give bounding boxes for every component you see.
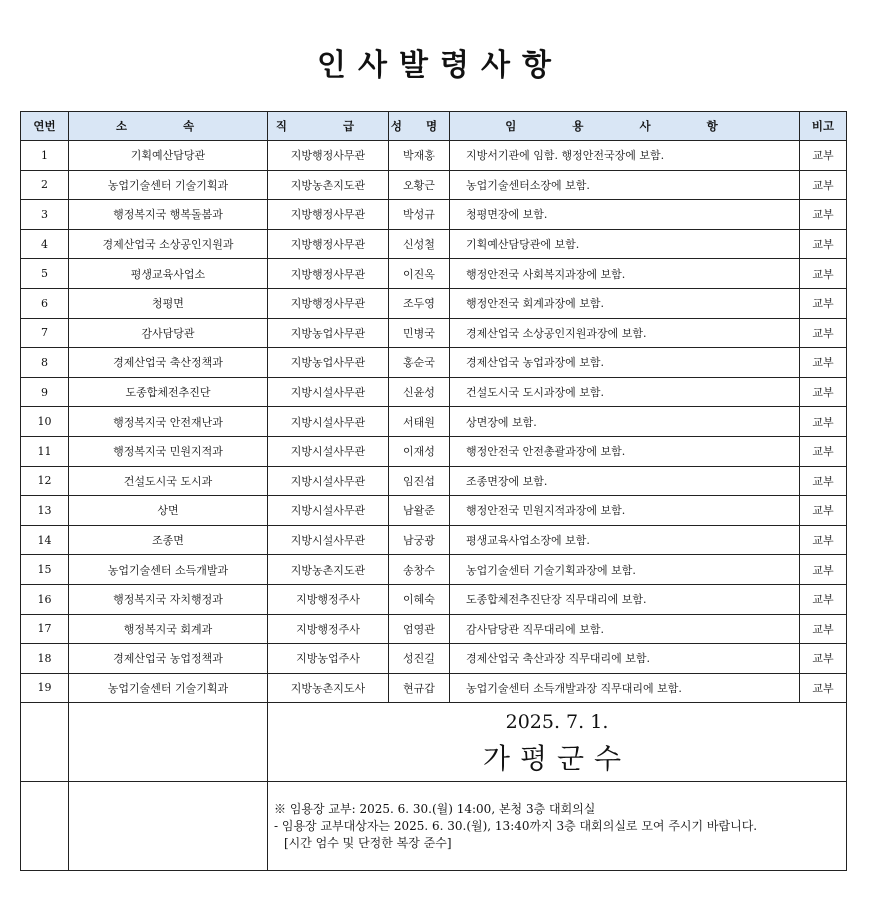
notice-line-3: [시간 엄수 및 단정한 복장 준수] — [284, 835, 452, 850]
blank-cell — [69, 703, 268, 782]
header-no: 연번 — [21, 112, 69, 141]
table-row — [21, 644, 847, 674]
row-rank: 지방행정주사 — [268, 584, 389, 614]
row-dept: 행정복지국 회계과 — [69, 614, 268, 644]
row-name: 임진섭 — [389, 466, 450, 496]
table-row — [21, 377, 847, 407]
row-no: 2 — [21, 170, 69, 200]
row-rank: 지방시설사무관 — [268, 525, 389, 555]
row-remark: 교부 — [800, 407, 847, 437]
row-remark: 교부 — [800, 644, 847, 674]
table-header-row — [21, 112, 847, 141]
issue-date: 2025. 7. 1. — [505, 711, 609, 734]
row-appoint: 감사담당관 직무대리에 보함. — [450, 614, 800, 644]
header-dept: 소 속 — [69, 112, 268, 141]
row-appoint: 지방서기관에 임함. 행정안전국장에 보함. — [450, 141, 800, 171]
row-name: 민병국 — [389, 318, 450, 348]
row-remark: 교부 — [800, 348, 847, 378]
row-dept: 농업기술센터 기술기획과 — [69, 170, 268, 200]
row-remark: 교부 — [800, 466, 847, 496]
row-no: 14 — [21, 525, 69, 555]
row-remark: 교부 — [800, 525, 847, 555]
table-row — [21, 436, 847, 466]
row-appoint: 행정안전국 사회복지과장에 보함. — [450, 259, 800, 289]
row-remark: 교부 — [800, 259, 847, 289]
row-dept: 조종면 — [69, 525, 268, 555]
row-dept: 농업기술센터 기술기획과 — [69, 673, 268, 703]
row-appoint: 기획예산담당관에 보함. — [450, 229, 800, 259]
table-row — [21, 407, 847, 437]
row-dept: 행정복지국 민원지적과 — [69, 436, 268, 466]
notice-row — [21, 782, 847, 871]
table-row — [21, 584, 847, 614]
table-row — [21, 200, 847, 230]
row-appoint: 건설도시국 도시과장에 보함. — [450, 377, 800, 407]
table-row — [21, 229, 847, 259]
row-appoint: 농업기술센터소장에 보함. — [450, 170, 800, 200]
row-appoint: 평생교육사업소장에 보함. — [450, 525, 800, 555]
row-rank: 지방시설사무관 — [268, 407, 389, 437]
row-no: 7 — [21, 318, 69, 348]
signature-cell — [268, 703, 847, 782]
row-no: 4 — [21, 229, 69, 259]
row-appoint: 상면장에 보함. — [450, 407, 800, 437]
row-dept: 경제산업국 축산정책과 — [69, 348, 268, 378]
row-appoint: 조종면장에 보함. — [450, 466, 800, 496]
row-remark: 교부 — [800, 614, 847, 644]
row-appoint: 행정안전국 안전총괄과장에 보함. — [450, 436, 800, 466]
notice-line-2: - 임용장 교부대상자는 2025. 6. 30.(월), 13:40까지 3층 대회의실로 모여 주시기 바랍니다. — [274, 818, 758, 833]
row-name: 이재성 — [389, 436, 450, 466]
row-name: 엄영관 — [389, 614, 450, 644]
row-name: 신윤성 — [389, 377, 450, 407]
row-no: 19 — [21, 673, 69, 703]
row-name: 오황근 — [389, 170, 450, 200]
row-name: 남궁광 — [389, 525, 450, 555]
row-dept: 농업기술센터 소득개발과 — [69, 555, 268, 585]
row-rank: 지방시설사무관 — [268, 466, 389, 496]
blank-cell — [21, 703, 69, 782]
row-dept: 상면 — [69, 496, 268, 526]
row-remark: 교부 — [800, 229, 847, 259]
row-name: 현규갑 — [389, 673, 450, 703]
page-title: 인사발령사항 — [317, 48, 563, 83]
row-no: 9 — [21, 377, 69, 407]
table-row — [21, 170, 847, 200]
row-remark: 교부 — [800, 436, 847, 466]
row-rank: 지방농촌지도관 — [268, 555, 389, 585]
row-appoint: 경제산업국 축산과장 직무대리에 보함. — [450, 644, 800, 674]
row-no: 17 — [21, 614, 69, 644]
row-no: 10 — [21, 407, 69, 437]
row-no: 8 — [21, 348, 69, 378]
row-dept: 경제산업국 소상공인지원과 — [69, 229, 268, 259]
row-appoint: 경제산업국 소상공인지원과장에 보함. — [450, 318, 800, 348]
row-remark: 교부 — [800, 555, 847, 585]
table-row — [21, 466, 847, 496]
row-remark: 교부 — [800, 584, 847, 614]
table-row — [21, 348, 847, 378]
row-dept: 도종합체전추진단 — [69, 377, 268, 407]
row-no: 15 — [21, 555, 69, 585]
row-rank: 지방행정사무관 — [268, 200, 389, 230]
row-appoint: 청평면장에 보함. — [450, 200, 800, 230]
notice-line-1: ※ 임용장 교부: 2025. 6. 30.(월) 14:00, 본청 3층 대회의실 — [274, 801, 596, 816]
row-rank: 지방행정사무관 — [268, 259, 389, 289]
row-rank: 지방행정사무관 — [268, 288, 389, 318]
row-rank: 지방행정주사 — [268, 614, 389, 644]
row-remark: 교부 — [800, 673, 847, 703]
row-appoint: 도종합체전추진단장 직무대리에 보함. — [450, 584, 800, 614]
row-rank: 지방농업사무관 — [268, 348, 389, 378]
row-name: 박성규 — [389, 200, 450, 230]
row-remark: 교부 — [800, 318, 847, 348]
row-remark: 교부 — [800, 377, 847, 407]
row-name: 남왈준 — [389, 496, 450, 526]
row-appoint: 농업기술센터 소득개발과장 직무대리에 보함. — [450, 673, 800, 703]
row-dept: 청평면 — [69, 288, 268, 318]
row-appoint: 행정안전국 민원지적과장에 보함. — [450, 496, 800, 526]
row-name: 서태원 — [389, 407, 450, 437]
table-row — [21, 288, 847, 318]
row-dept: 경제산업국 농업정책과 — [69, 644, 268, 674]
row-remark: 교부 — [800, 288, 847, 318]
header-rank: 직 급 — [268, 112, 389, 141]
row-dept: 행정복지국 자치행정과 — [69, 584, 268, 614]
notice-text — [268, 801, 846, 852]
row-name: 이혜숙 — [389, 584, 450, 614]
row-no: 6 — [21, 288, 69, 318]
row-no: 11 — [21, 436, 69, 466]
row-rank: 지방시설사무관 — [268, 377, 389, 407]
row-no: 13 — [21, 496, 69, 526]
issuer-name: 가평군수 — [482, 742, 632, 776]
row-no: 3 — [21, 200, 69, 230]
header-remark: 비고 — [800, 112, 847, 141]
appointment-table — [20, 111, 847, 871]
row-dept: 평생교육사업소 — [69, 259, 268, 289]
blank-cell — [69, 782, 268, 871]
row-rank: 지방농업사무관 — [268, 318, 389, 348]
row-rank: 지방시설사무관 — [268, 496, 389, 526]
notice-cell — [268, 782, 847, 871]
row-rank: 지방농촌지도관 — [268, 170, 389, 200]
row-appoint: 농업기술센터 기술기획과장에 보함. — [450, 555, 800, 585]
row-dept: 행정복지국 행복돌봄과 — [69, 200, 268, 230]
row-rank: 지방농촌지도사 — [268, 673, 389, 703]
row-name: 조두영 — [389, 288, 450, 318]
row-rank: 지방농업주사 — [268, 644, 389, 674]
row-name: 홍순국 — [389, 348, 450, 378]
row-no: 16 — [21, 584, 69, 614]
table-row — [21, 525, 847, 555]
row-no: 12 — [21, 466, 69, 496]
row-dept: 행정복지국 안전재난과 — [69, 407, 268, 437]
blank-cell — [21, 782, 69, 871]
signature-row — [21, 703, 847, 782]
table-row — [21, 496, 847, 526]
row-appoint: 경제산업국 농업과장에 보함. — [450, 348, 800, 378]
row-dept: 감사담당관 — [69, 318, 268, 348]
row-remark: 교부 — [800, 496, 847, 526]
table-row — [21, 259, 847, 289]
row-rank: 지방시설사무관 — [268, 436, 389, 466]
row-name: 신성철 — [389, 229, 450, 259]
row-remark: 교부 — [800, 170, 847, 200]
row-appoint: 행정안전국 회계과장에 보함. — [450, 288, 800, 318]
row-dept: 기획예산담당관 — [69, 141, 268, 171]
row-name: 송창수 — [389, 555, 450, 585]
row-rank: 지방행정사무관 — [268, 229, 389, 259]
row-name: 박재홍 — [389, 141, 450, 171]
row-no: 1 — [21, 141, 69, 171]
table-row — [21, 555, 847, 585]
row-remark: 교부 — [800, 141, 847, 171]
row-no: 5 — [21, 259, 69, 289]
row-remark: 교부 — [800, 200, 847, 230]
header-name: 성 명 — [389, 112, 450, 141]
row-rank: 지방행정사무관 — [268, 141, 389, 171]
row-dept: 건설도시국 도시과 — [69, 466, 268, 496]
table-row — [21, 141, 847, 171]
table-row — [21, 614, 847, 644]
row-name: 성진길 — [389, 644, 450, 674]
table-row — [21, 318, 847, 348]
table-row — [21, 673, 847, 703]
header-appoint: 임 용 사 항 — [450, 112, 800, 141]
row-name: 이진옥 — [389, 259, 450, 289]
row-no: 18 — [21, 644, 69, 674]
